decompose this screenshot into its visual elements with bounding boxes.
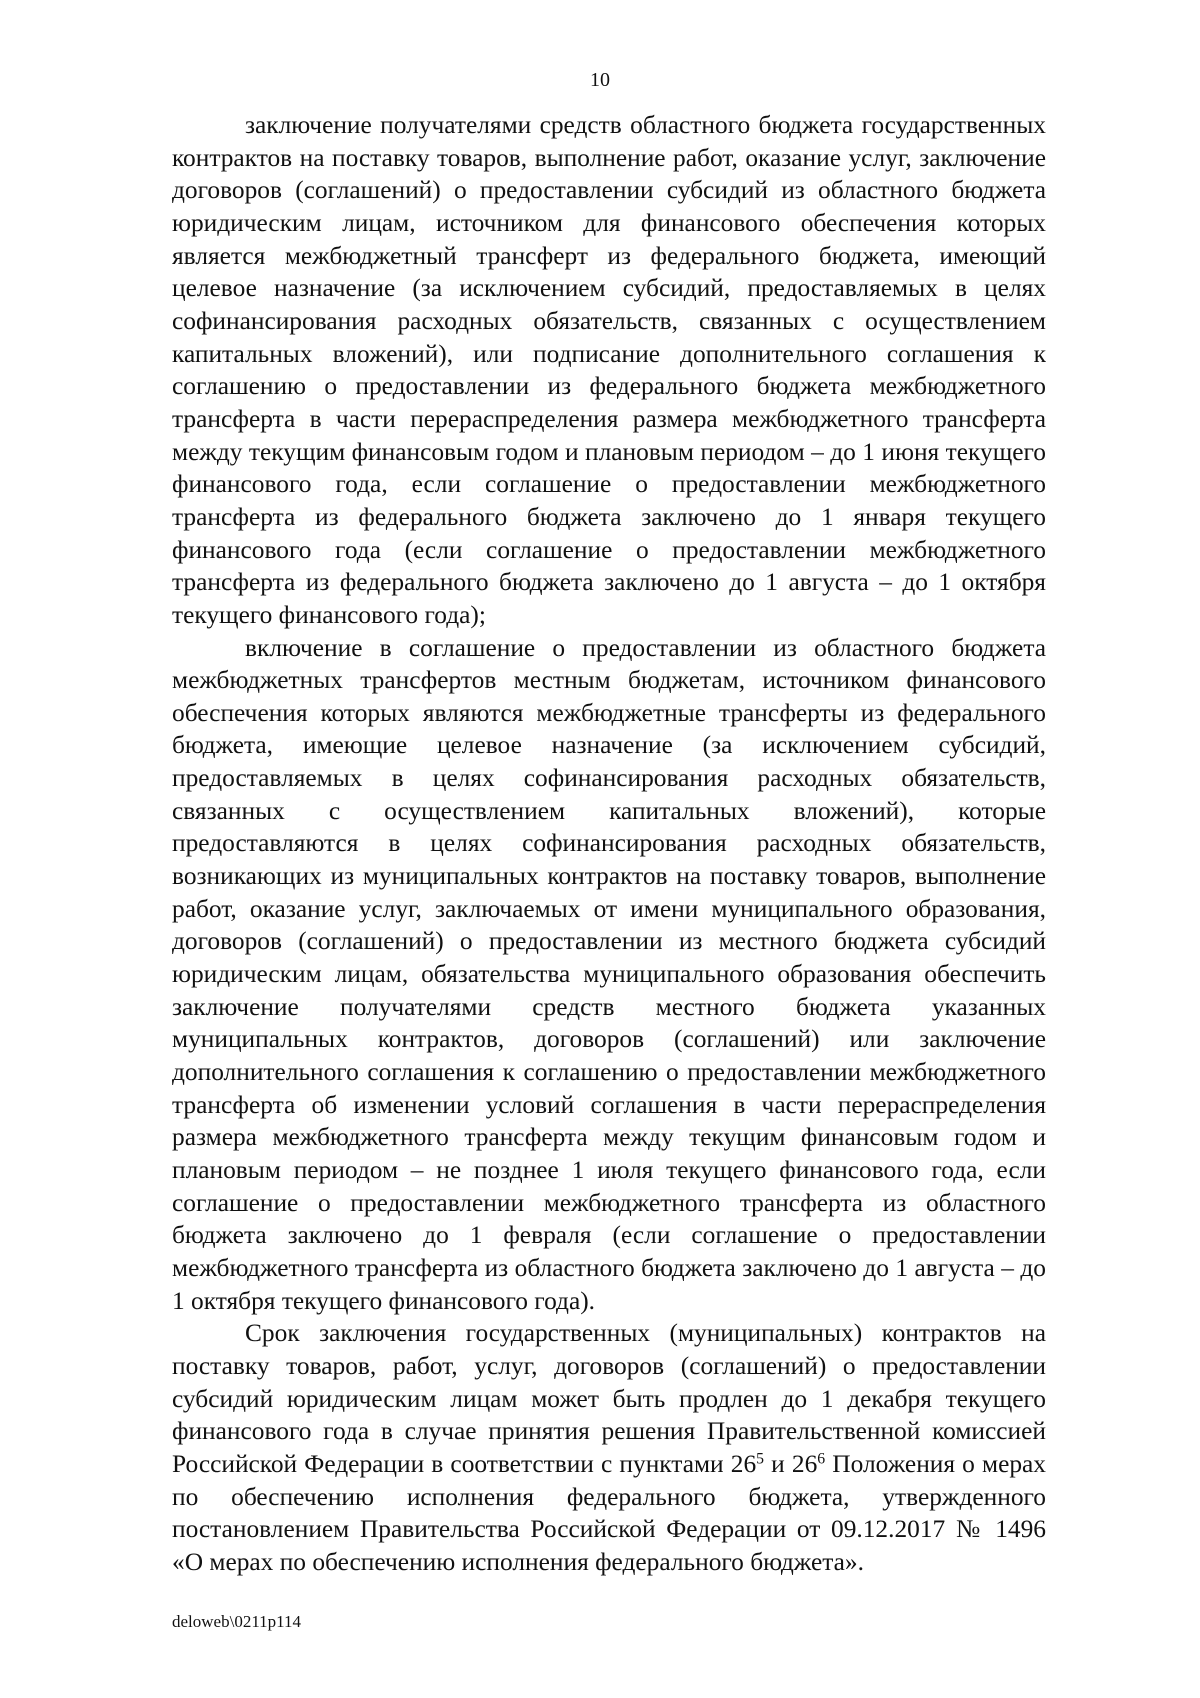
superscript-6: 6 — [817, 1450, 826, 1468]
superscript-5: 5 — [756, 1450, 765, 1468]
paragraph-3 — [172, 1317, 1046, 1578]
paragraph-1: заключение получателями средств областного бюджета государственных контрактов на поставку товаров, выполнение работ, оказание услуг, заключение договоров (соглашений) о предоставлении субсидий из областного бюджета юридическим лицам, источником для финансового обеспечения которых является межбюджетный трансферт из федерального бюджета, имеющий целевое назначение (за исключением субсидий, предоставляемых в целях софинансирования расходных обязательств, связанных с осуществлением капитальных вложений), или подписание дополнительного соглашения к соглашению о предоставлении из федерального бюджета межбюджетного трансферта в части перераспределения размера межбюджетного трансферта между текущим финансовым годом и плановым периодом – до 1 июня текущего финансового года, если соглашение о предоставлении межбюджетного трансферта из федерального бюджета заключено до 1 января текущего финансового года (если соглашение о предоставлении межбюджетного трансферта из федерального бюджета заключено до 1 августа – до 1 октября текущего финансового года); — [172, 111, 1046, 629]
document-code: deloweb\0211p114 — [172, 1612, 302, 1631]
page-number: 10 — [590, 69, 610, 91]
paragraph-3-text-3: Положения о мерах по обеспечению исполнения федерального бюджета, утвержденного постановлением Правительства Российской Федерации от 09.12.2017 № 1496 «О мерах по обеспечению исполнения федерального бюджета». — [172, 1449, 1047, 1576]
paragraph-3-text-1: Срок заключения государственных (муниципальных) контрактов на поставку товаров, работ, услуг, договоров (соглашений) о предоставлении субсидий юридическим лицам может быть продлен до 1 декабря текущего финансового года в случае принятия решения Правительственной комиссией Российской Федерации в соответствии с пунктами 26 — [172, 1319, 1046, 1478]
paragraph-3-text-2: и 26 — [764, 1449, 818, 1478]
paragraph-2: включение в соглашение о предоставлении из областного бюджета межбюджетных трансфертов местным бюджетам, источником финансового обеспечения которых являются межбюджетные трансферты из федерального бюджета, имеющие целевое назначение (за исключением субсидий, предоставляемых в целях софинансирования расходных обязательств, связанных с осуществлением капитальных вложений), которые предоставляются в целях софинансирования расходных обязательств, возникающих из муниципальных контрактов на поставку товаров, выполнение работ, оказание услуг, заключаемых от имени муниципального образования, договоров (соглашений) о предоставлении из местного бюджета субсидий юридическим лицам, обязательства муниципального образования обеспечить заключение получателями средств местного бюджета указанных муниципальных контрактов, договоров (соглашений) или заключение дополнительного соглашения к соглашению о предоставлении межбюджетного трансферта об изменении условий соглашения в части перераспределения размера межбюджетного трансферта между текущим финансовым годом и плановым периодом – не позднее 1 июля текущего финансового года, если соглашение о предоставлении межбюджетного трансферта из областного бюджета заключено до 1 февраля (если соглашение о предоставлении межбюджетного трансферта из областного бюджета заключено до 1 августа – до 1 октября текущего финансового года). — [172, 633, 1046, 1315]
document-body — [172, 109, 1046, 1579]
